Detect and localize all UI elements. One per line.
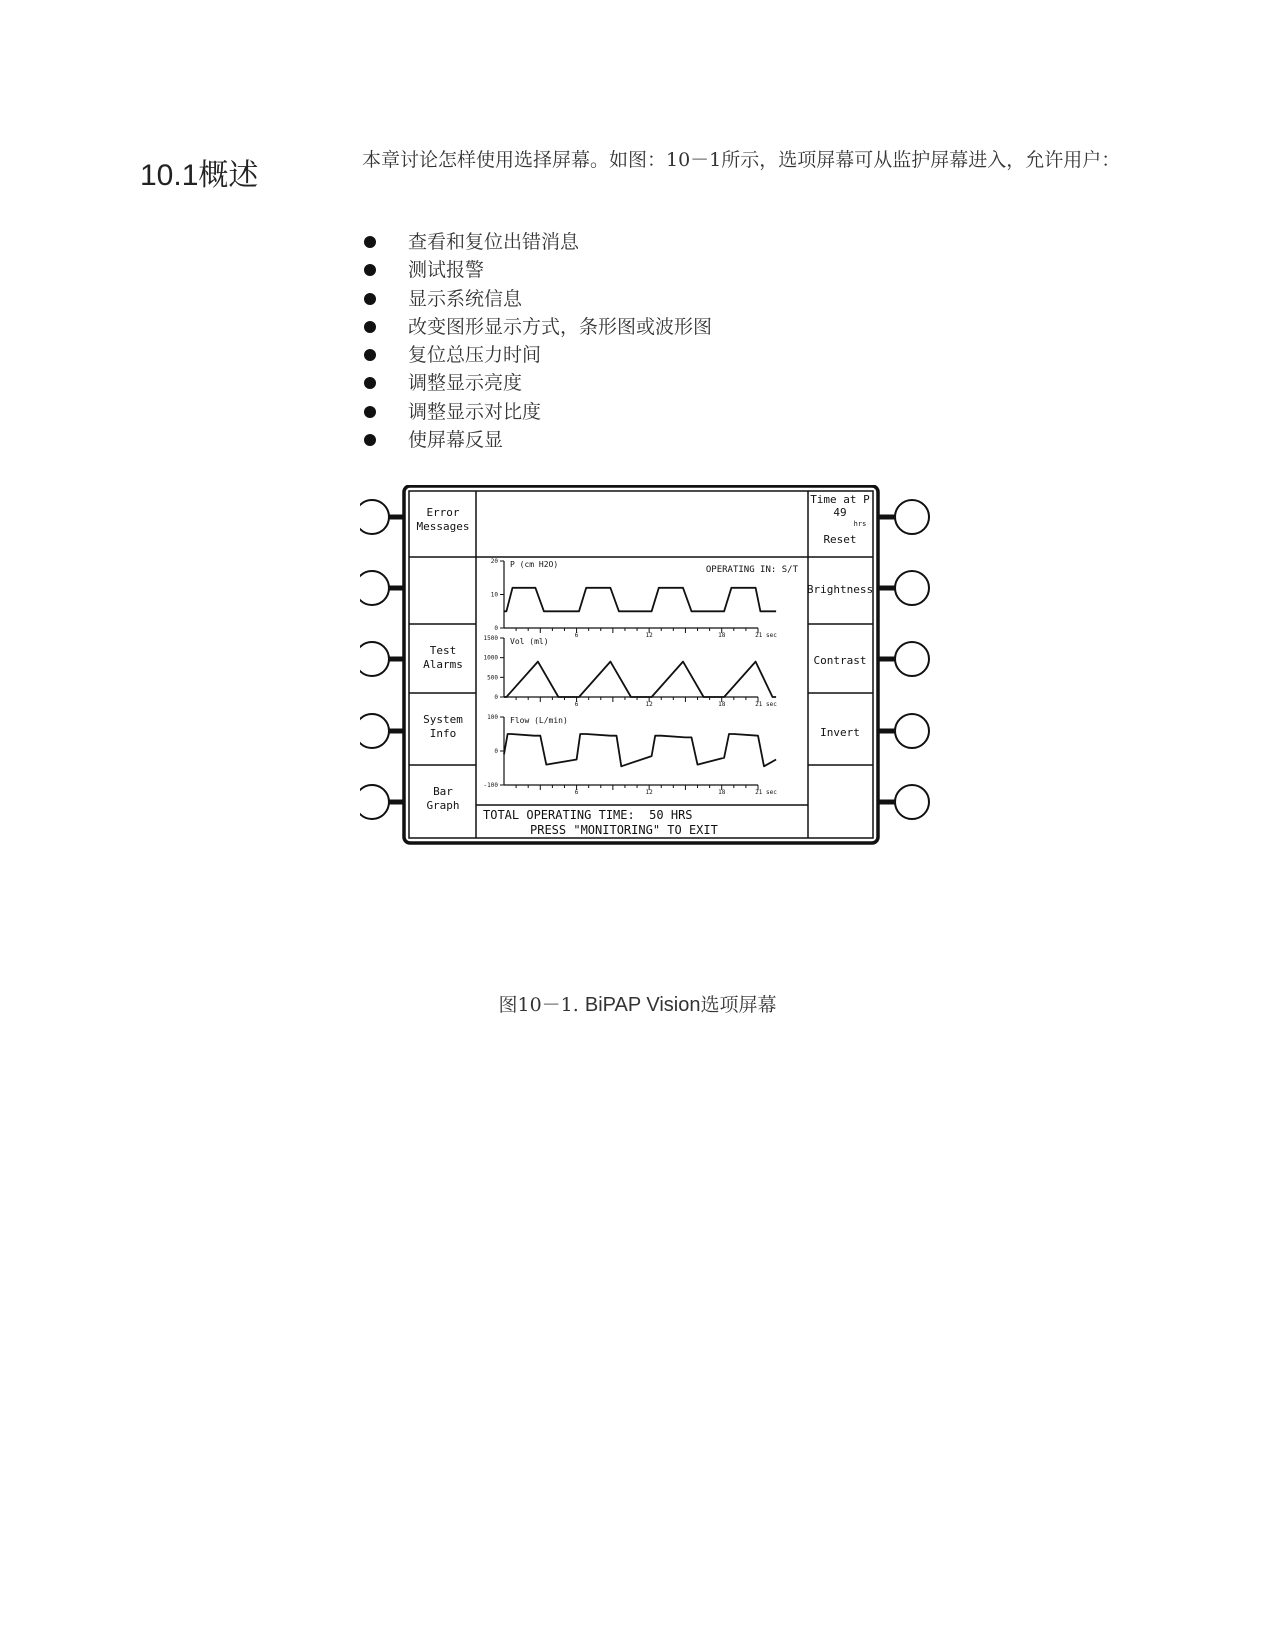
knob-icon[interactable] — [895, 500, 929, 534]
invert-button[interactable]: Invert — [820, 726, 860, 739]
flow-x-tick-label: 21 sec — [755, 789, 777, 796]
knob-icon[interactable] — [360, 785, 389, 819]
svg-text:Test — [430, 644, 457, 657]
svg-text:System — [423, 713, 463, 726]
test-alarms-line1: Test — [429, 644, 457, 657]
knob-icon[interactable] — [360, 571, 389, 605]
flow-chart-title: Flow (L/min) — [510, 716, 568, 725]
time-at-p-unit: hrs — [853, 520, 867, 528]
flow-x-tick-label: 18 — [718, 789, 726, 796]
flow-y-tick-label: -100 — [483, 782, 498, 789]
right-knob-stems — [878, 517, 895, 802]
bullet-icon — [364, 293, 376, 305]
volume-y-tick-label: 1500 — [483, 635, 498, 642]
volume-x-tick-label: 18 — [718, 701, 726, 708]
pressure-y-tick-label: 0 — [494, 625, 498, 632]
list-item — [362, 369, 712, 397]
bar-graph-line2: Graph — [426, 799, 460, 812]
svg-text:Info — [430, 727, 457, 740]
volume-y-tick-label: 0 — [494, 694, 498, 701]
list-item — [362, 228, 712, 256]
error-messages-line2: Messages — [416, 520, 470, 533]
flow-y-tick-label: 0 — [494, 748, 498, 755]
section-number: 10.1 — [140, 159, 199, 192]
list-item — [362, 256, 712, 284]
list-item — [362, 398, 712, 426]
system-info-line2: Info — [429, 727, 457, 740]
bullet-icon — [364, 377, 376, 389]
volume-x-tick-label: 6 — [574, 701, 579, 708]
flow-x-tick-label: 12 — [645, 789, 653, 796]
list-item-text: 使屏幕反显 — [408, 429, 504, 452]
pressure-x-tick-label: 18 — [718, 632, 726, 639]
exit-instruction: PRESS "MONITORING" TO EXIT — [530, 823, 718, 837]
volume-x-tick-label: 21 sec — [755, 701, 777, 708]
test-alarms-line2: Alarms — [423, 658, 463, 671]
list-item — [362, 285, 712, 313]
list-item-text: 改变图形显示方式，条形图或波形图 — [408, 315, 713, 338]
time-at-p-label: Time at P — [810, 493, 870, 506]
list-item-text: 查看和复位出错消息 — [408, 231, 580, 253]
knob-icon[interactable] — [360, 714, 389, 748]
time-at-p-reset: Reset — [823, 533, 857, 546]
list-item-text: 测试报警 — [408, 259, 485, 282]
list-item — [362, 341, 712, 369]
pressure-chart-title: P (cm H2O) — [510, 560, 559, 569]
flow-y-tick-label: 100 — [487, 714, 498, 721]
operating-mode-label: OPERATING IN: S/T — [705, 565, 798, 575]
bullet-icon — [364, 434, 376, 446]
options-screen-diagram — [360, 485, 960, 865]
total-operating-time: TOTAL OPERATING TIME: 50 HRS — [483, 808, 693, 822]
svg-text:Error — [426, 506, 459, 519]
volume-chart-title: Vol (ml) — [510, 637, 549, 646]
knob-icon[interactable] — [895, 642, 929, 676]
bullet-icon — [364, 321, 376, 333]
caption-prefix: 图10－1. — [498, 994, 585, 1016]
svg-text:Graph — [426, 799, 459, 812]
right-knobs — [895, 500, 929, 819]
knob-icon[interactable] — [895, 714, 929, 748]
section-heading — [140, 150, 258, 194]
list-item-text: 显示系统信息 — [408, 287, 523, 310]
time-at-p-value: 49 — [833, 506, 847, 519]
pressure-x-tick-label: 12 — [645, 632, 653, 639]
caption-suffix: 选项屏幕 — [700, 994, 777, 1016]
bullet-icon — [364, 264, 376, 276]
left-knobs — [360, 500, 389, 819]
flow-x-tick-label: 6 — [574, 789, 579, 796]
feature-list — [362, 228, 712, 454]
pressure-x-tick-label: 21 sec — [755, 632, 777, 639]
bar-graph-line1: Bar — [433, 785, 453, 798]
figure-caption — [0, 990, 1275, 1017]
pressure-x-tick-label: 6 — [574, 632, 579, 639]
knob-icon[interactable] — [360, 642, 389, 676]
pressure-y-tick-label: 10 — [490, 591, 498, 599]
svg-text:Alarms — [423, 658, 463, 671]
bullet-icon — [364, 349, 376, 361]
list-item-text: 调整显示亮度 — [408, 372, 523, 395]
system-info-line1: System — [423, 713, 463, 726]
list-item — [362, 426, 712, 454]
caption-product: BiPAP Vision — [584, 994, 701, 1016]
options-screen-figure — [360, 485, 960, 870]
contrast-button[interactable]: Contrast — [813, 654, 867, 667]
list-item-text: 复位总压力时间 — [408, 344, 542, 367]
bullet-icon — [364, 236, 376, 248]
list-item — [362, 313, 712, 341]
knob-icon[interactable] — [360, 500, 389, 534]
knob-icon[interactable] — [895, 785, 929, 819]
svg-text:Bar — [433, 785, 453, 798]
volume-x-tick-label: 12 — [645, 701, 653, 708]
list-item-text: 调整显示对比度 — [408, 400, 542, 423]
brightness-button[interactable]: Brightness — [806, 583, 874, 596]
screen-bezel — [404, 486, 878, 843]
volume-y-tick-label: 1000 — [483, 654, 498, 662]
volume-y-tick-label: 500 — [487, 674, 498, 682]
bullet-icon — [364, 406, 376, 418]
knob-icon[interactable] — [895, 571, 929, 605]
section-title: 概述 — [198, 159, 259, 192]
svg-text:Messages — [417, 520, 470, 533]
error-messages-line1: Error — [426, 506, 460, 519]
intro-paragraph: 本章讨论怎样使用选择屏幕。如图：10－1所示，选项屏幕可从监护屏幕进入，允许用户： — [362, 149, 1121, 171]
pressure-y-tick-label: 20 — [490, 558, 498, 565]
